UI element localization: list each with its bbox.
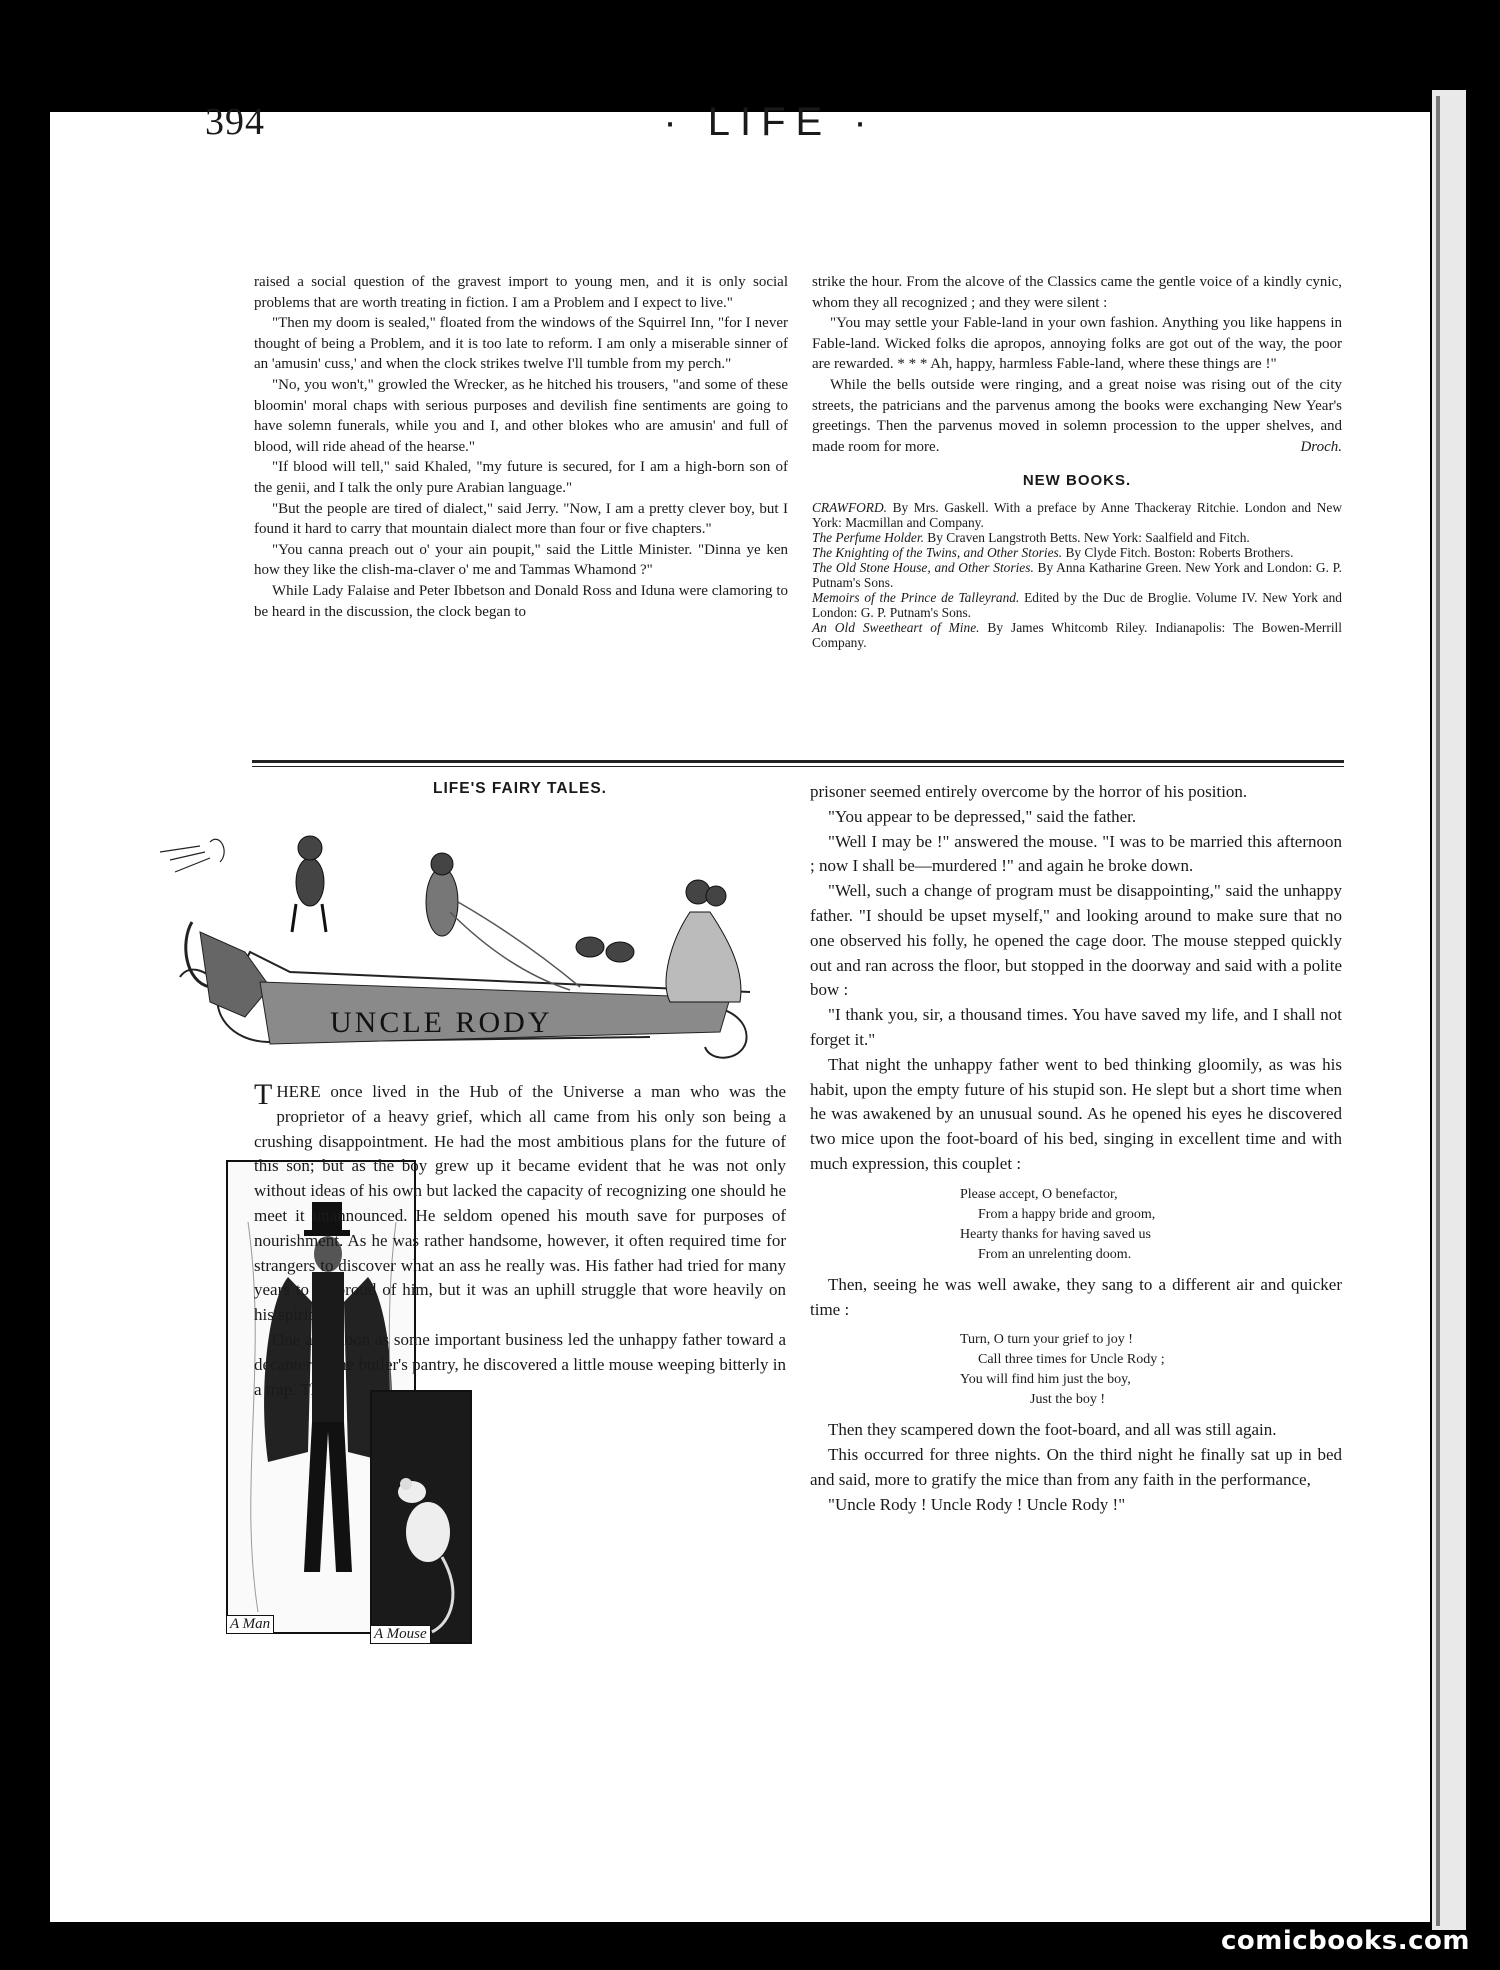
paragraph: raised a social question of the gravest import to young men, and it is only social problems that are worth treating in fiction. I am a Problem and I expect to live." <box>254 274 788 311</box>
drop-cap: T <box>254 1078 273 1111</box>
book-title: The Perfume Holder. <box>812 529 924 545</box>
banner-text: UNCLE RODY <box>330 1006 553 1039</box>
paragraph: "Well, such a change of program must be disappointing," said the unhappy father. "I should be upset myself," and looking around to make sure that no one observed his folly, he opened the cage door. The mouse stepped quickly out and ran across the floor, but stopped in the doorway and said with a polite bow : <box>810 881 1342 1000</box>
paragraph: One afternoon as some important business led the unhappy father toward a decanter in the butler's pantry, he discovered a little mouse weeping bitterly in a trap. The <box>254 1329 786 1399</box>
verse-line: From a happy bride and groom, <box>978 1206 1156 1222</box>
book-details: By James Whitcomb Riley. Indianapolis: The Bowen-Merrill Company. <box>812 619 1342 650</box>
fairy-tales-title: LIFE'S FAIRY TALES. <box>433 780 607 797</box>
book-title: Memoirs of the Prince de Talleyrand. <box>812 589 1020 605</box>
watermark: comicbooks.com <box>1220 1926 1470 1956</box>
verse-line: Call three times for Uncle Rody ; <box>978 1352 1165 1368</box>
paragraph: "Well I may be !" answered the mouse. "I was to be married this afternoon ; now I shall be—murdered !" and again he broke down. <box>810 831 1342 876</box>
paragraph: "If blood will tell," said Khaled, "my future is secured, for I am a high-born son of the genii, and I talk the only pure Arabian language." <box>254 459 788 496</box>
paragraph: "You may settle your Fable-land in your own fashion. Anything you like happens in Fable-land. Wicked folks die apropos, annoying folks are got out of the way, the poor are rewarded. * * * Ah, happy, harmless Fable-land, where these things are !" <box>812 315 1342 373</box>
book-listing <box>812 560 1342 590</box>
paragraph: prisoner seemed entirely overcome by the horror of his position. <box>810 782 1248 801</box>
verse-line: Hearty thanks for having saved us <box>960 1226 1151 1242</box>
mouse-caption: A Mouse <box>370 1625 431 1644</box>
paragraph: "I thank you, sir, a thousand times. You have saved my life, and I shall not forget it." <box>810 1005 1342 1049</box>
paragraph: "No, you won't," growled the Wrecker, as he hitched his trousers, "and some of these bloomin' moral chaps with serious purposes and devilish fine sentiments are going to have solemn funerals, while you and I, and other blokes who are amusin' and full of blood, will ride ahead of the hearse." <box>254 376 788 455</box>
section-divider <box>252 760 1344 763</box>
verse-line: You will find him just the boy, <box>960 1372 1131 1388</box>
paragraph: "But the people are tired of dialect," said Jerry. "Now, I am a pretty clever boy, but I found it hard to carry that mountain dialect more than four or five chapters." <box>254 500 788 538</box>
book-title: The Knighting of the Twins, and Other Stories. <box>812 544 1063 560</box>
paragraph: Then they scampered down the foot-board, and all was still again. <box>828 1420 1277 1440</box>
mouse-illustration <box>370 1390 472 1644</box>
book-details: By Anna Katharine Green. New York and London: G. P. Putnam's Sons. <box>812 559 1342 590</box>
book-title: The Old Stone House, and Other Stories. <box>812 559 1034 575</box>
verse-line: From an unrelenting doom. <box>978 1246 1132 1262</box>
paragraph: "You canna preach out o' your ain poupit," said the Little Minister. "Dinna ye ken how they like the clish-ma-claver o' me and Tammas Whamond ?" <box>254 541 788 579</box>
book-listing <box>812 590 1342 620</box>
author-signature: Droch. <box>1300 438 1342 455</box>
paragraph: While Lady Falaise and Peter Ibbetson and Donald Ross and Iduna were clamoring to be heard in the discussion, the clock began to <box>254 582 788 620</box>
story-column-right <box>810 780 1342 1518</box>
book-listing <box>812 545 1342 560</box>
book-title: An Old Sweetheart of Mine. <box>812 619 980 635</box>
paragraph: While the bells outside were ringing, and a great noise was rising out of the city streets, the patricians and the parvenus among the books were exchanging New Year's greetings. Then the parvenus moved in solemn procession to the upper shelves, and made room for more. <box>812 376 1342 455</box>
story-column-left <box>254 1080 786 1402</box>
verse-couplet-1 <box>960 1185 1342 1265</box>
book-details: By Mrs. Gaskell. With a preface by Anne Thackeray Ritchie. London and New York: Macmillan and Company. <box>812 499 1342 530</box>
man-caption: A Man <box>226 1615 274 1634</box>
page-header <box>205 100 1335 160</box>
page-number: 394 <box>205 101 265 143</box>
paragraph: "Uncle Rody ! Uncle Rody ! Uncle Rody !" <box>828 1494 1126 1514</box>
article-column-left <box>254 272 788 622</box>
paragraph: This occurred for three nights. On the third night he finally sat up in bed and said, more to gratify the mice than from any faith in the performance, <box>810 1445 1342 1489</box>
book-title: CRAWFORD. <box>812 499 887 515</box>
verse-line: Please accept, O benefactor, <box>960 1186 1118 1202</box>
book-details: By Craven Langstroth Betts. New York: Saalfield and Fitch. <box>923 529 1250 545</box>
uncle-rody-banner-illustration <box>150 812 800 1072</box>
book-listing <box>812 530 1342 545</box>
paragraph: That night the unhappy father went to bed thinking gloomily, as was his habit, upon the empty future of his stupid son. He slept but a short time when he was awakened by an unusual sound. As he opened his eyes he discovered two mice upon the foot-board of his bed, singing in excellent time and with much expression, this couplet : <box>810 1054 1342 1173</box>
paragraph: "You appear to be depressed," said the father. <box>828 806 1137 826</box>
paragraph: Then, seeing he was well awake, they sang to a different air and quicker time : <box>810 1274 1342 1319</box>
mouse-figure <box>372 1392 470 1642</box>
section-divider-thin <box>252 766 1344 767</box>
opening-paragraph: THERE once lived in the Hub of the Universe a man who was the proprietor of a heavy grief, which all came from his only son being a crushing disappointment. He had the most ambitious plans for the future of this son; but as the boy grew up it became evident that he was not only without ideas of his own but lacked the capacity of recognizing one should he meet it unannounced. He seldom opened his mouth save for purposes of nourishment. As he was rather handsome, however, it often required time for strangers to discover what an ass he really was. His father had tried for many years to be proud of him, but it was an uphill struggle that wore heavily on his spirit. <box>254 1078 786 1325</box>
book-details: By Clyde Fitch. Boston: Roberts Brothers. <box>1062 544 1294 560</box>
paragraph: strike the hour. From the alcove of the Classics came the gentle voice of a kindly cynic, whom they all recognized ; and they were silent : <box>812 274 1342 311</box>
book-listing <box>812 620 1342 650</box>
article-column-right <box>812 272 1342 650</box>
page-shadow <box>1436 96 1440 1926</box>
magazine-title: · LIFE · <box>663 100 877 144</box>
book-details: Edited by the Duc de Broglie. Volume IV. New York and London: G. P. Putnam's Sons. <box>812 589 1342 620</box>
book-listing <box>812 500 1342 530</box>
verse-couplet-2 <box>960 1330 1342 1410</box>
verse-line: Just the boy ! <box>1030 1392 1106 1408</box>
verse-line: Turn, O turn your grief to joy ! <box>960 1332 1133 1348</box>
new-books-heading: NEW BOOKS. <box>1022 472 1132 490</box>
paragraph: "Then my doom is sealed," floated from the windows of the Squirrel Inn, "for I never thought of being a Problem, and it is too late to reform. I am only a miserable sinner of an 'amusin' cuss,' and when the clock strikes twelve I'll tumble from my perch." <box>254 315 788 373</box>
